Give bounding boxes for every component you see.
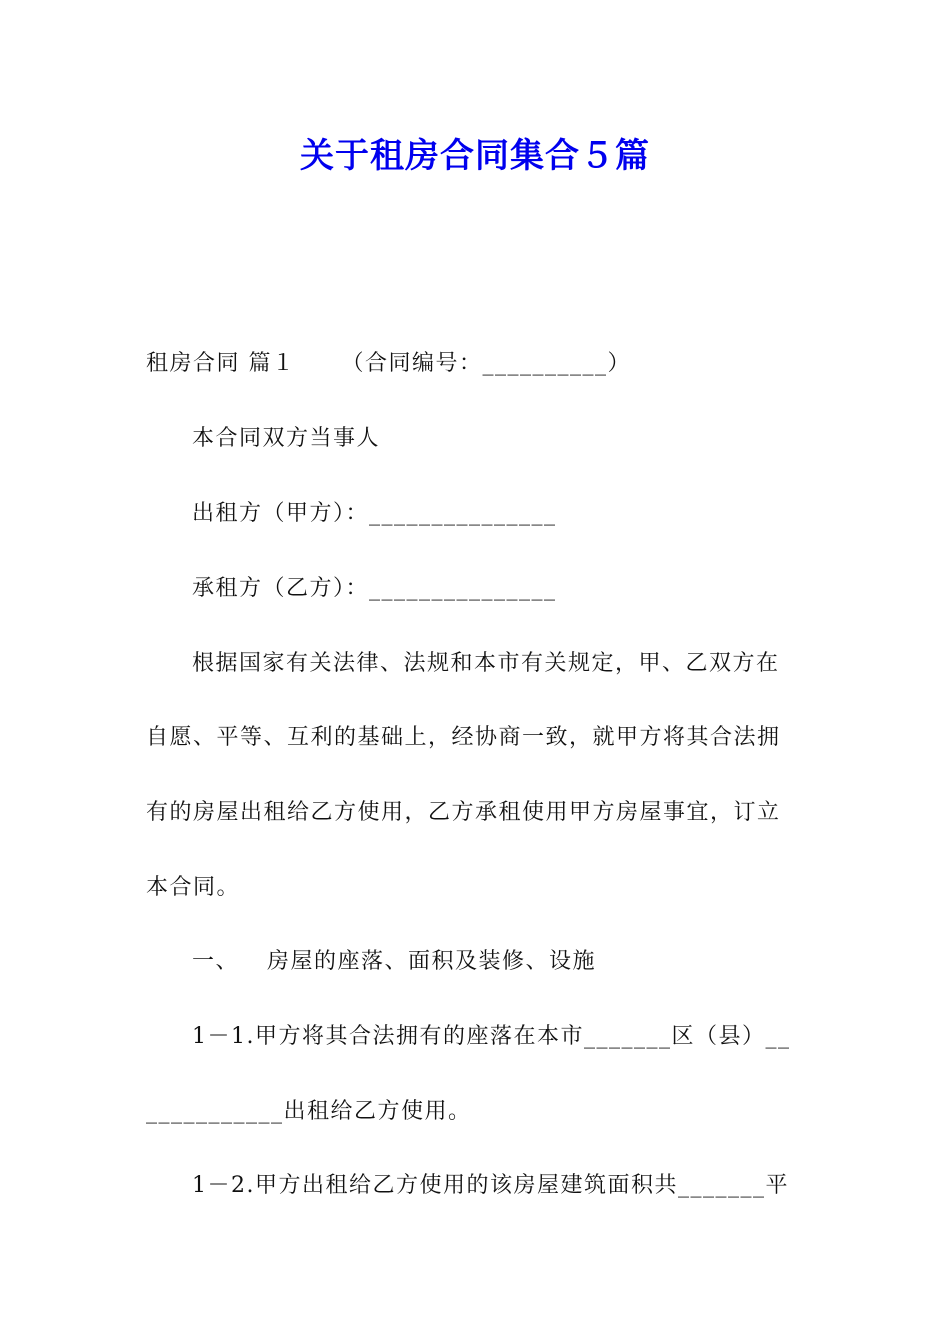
section-heading-line: [192, 944, 862, 975]
section-title: 房屋的座落、面积及装修、设施: [267, 949, 597, 974]
paragraph-line: 根据国家有关法律、法规和本市有关规定，甲、乙双方在: [192, 651, 780, 676]
clause-line: ___________出租给乙方使用。: [146, 1099, 472, 1124]
paragraph-line: 自愿、平等、互利的基础上，经协商一致，就甲方将其合法拥: [146, 725, 781, 750]
paragraph-line: 本合同。: [146, 875, 241, 900]
paragraph-line: 本合同双方当事人: [192, 426, 381, 451]
lessor-line: 出租方（甲方）：_______________: [192, 501, 557, 526]
clause-line: 1－1.甲方将其合法拥有的座落在本市_______区（县）__: [192, 1024, 791, 1049]
document-title: 关于租房合同集合５篇: [300, 136, 650, 176]
contract-heading: 租房合同 篇１: [146, 351, 296, 376]
paragraph-line: 有的房屋出租给乙方使用，乙方承租使用甲方房屋事宜，订立: [146, 800, 781, 825]
lessee-line: 承租方（乙方）：_______________: [192, 576, 557, 601]
contract-heading-line: [146, 346, 816, 377]
clause-line: 1－2.甲方出租给乙方使用的该房屋建筑面积共_______平: [192, 1173, 789, 1198]
contract-number: （合同编号：__________）: [341, 351, 632, 376]
section-number: 一、: [192, 949, 240, 974]
